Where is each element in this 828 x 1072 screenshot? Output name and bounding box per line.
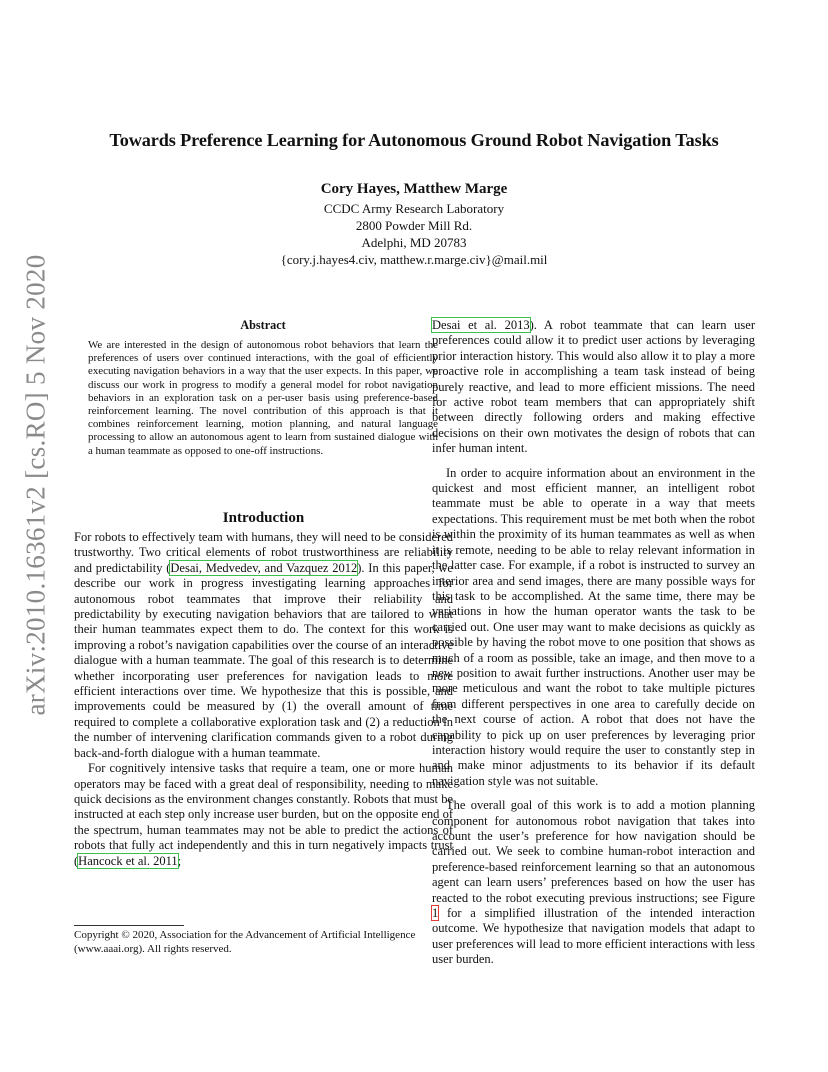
intro-paragraph-4: In order to acquire information about an environment in the quickest and most efficient manner, an intelligent robot teammate must be able to operate in a way that meets expectations. This requirement must be met both when the robot is within the proximity of its human teammates as well as when it is remote, needing to be able to relay relevant information in the latter case. For example, if a robot is instructed to survey an interior area and send images, there are many possible ways for this task to be accomplished. At the same time, there may be variations in how the human operator wants the task to be carried out. One user may want to make decisions as quickly as possible by having the robot move to one position that shows as much of a room as possible, take an image, and then move to a new position to await further instructions. Another user may be more meticulous and want the robot to take multiple pictures from different perspectives in one area to carefully decide on the next course of action. A robot that does not have the capability to pick up on user preferences by leveraging prior interaction history would require the user to constantly step in and make minor adjustments to its behavior if its default navigation style was not suitable. bbox=[432, 465, 755, 788]
right-column-body bbox=[432, 318, 755, 968]
affiliation-block bbox=[0, 200, 828, 268]
text-span: ; bbox=[177, 853, 182, 868]
abstract-heading: Abstract bbox=[240, 318, 286, 332]
arxiv-sidebar bbox=[10, 254, 62, 716]
citation-link[interactable]: Desai et al. 2013 bbox=[432, 318, 530, 332]
intro-paragraph-5 bbox=[432, 798, 755, 967]
intro-paragraph-1 bbox=[74, 530, 453, 761]
citation-link[interactable]: Desai, Medvedev, and Vazquez 2012 bbox=[170, 560, 358, 575]
left-column-body bbox=[74, 530, 453, 869]
text-span: ). In this paper, we describe our work in progress investigating learning approaches for autonomous robot teammates that improve their reliability and predictability by executing navigation behaviors that are tailored to what their human teammates expect them to do. The context for this work is improving a robot’s navigation capabilities over the course of an interactive dialogue with a human teammate. The goal of this research is to determine whether incorporating user preferences for navigation leads to more efficient interactions over time. We hypothesize that this is possible, and improvements could be measured by (1) the overall amount of time required to complete a collaborative exploration task and (2) a reduction in the number of intervening clarification commands given to a robot during back-and-forth dialogue with a human teammate. bbox=[74, 560, 453, 760]
footnote-rule bbox=[74, 925, 184, 926]
citation-link[interactable]: Hancock et al. 2011 bbox=[78, 853, 178, 868]
text-span: for a simplified illustration of the intended interaction outcome. We hypothesize that navigation models that adapt to user preferences will lead to more efficient interactions with less user burden. bbox=[432, 906, 755, 967]
affiliation-line: 2800 Powder Mill Rd. bbox=[355, 218, 473, 233]
author-emails: {cory.j.hayes4.civ, matthew.r.marge.civ}@mail.mil bbox=[280, 252, 548, 267]
copyright-notice: Copyright © 2020, Association for the Advancement of Artificial Intelligence (www.aaai.org). All rights reserved. bbox=[74, 929, 416, 955]
text-span: For robots to effectively team with humans, they will need to be considered trustworthy. Two critical elements of robot trustworthiness are reliability and predictability ( bbox=[74, 530, 453, 575]
arxiv-stamp: arXiv:2010.16361v2 [cs.RO] 5 Nov 2020 bbox=[20, 254, 51, 716]
figure-reference-link[interactable]: 1 bbox=[432, 906, 439, 921]
author-names: Cory Hayes, Matthew Marge bbox=[320, 181, 508, 197]
affiliation-line: CCDC Army Research Laboratory bbox=[323, 201, 505, 216]
paper-title: Towards Preference Learning for Autonomous Ground Robot Navigation Tasks bbox=[109, 130, 719, 150]
affiliation-line: Adelphi, MD 20783 bbox=[361, 235, 467, 250]
text-span: The overall goal of this work is to add a motion planning component for autonomous robot navigation that takes into account the user’s preference for how navigation should be carried out. We seek to combine human-robot interaction and preference-based reinforcement learning so that an autonomous agent can learn users’ preferences based on how the user has reacted to the robot executing previous instructions; see Figure bbox=[432, 798, 755, 905]
introduction-heading: Introduction bbox=[222, 510, 305, 526]
abstract-text: We are interested in the design of autonomous robot behaviors that learn the preferences of users over continued interactions, with the goal of efficiently executing navigation behaviors in a way that the user expects. In this paper, we discuss our work in progress to modify a general model for robot navigation behaviors in an exploration task on a per-user basis using preference-based reinforcement learning. The novel contribution of this approach is that it combines reinforcement learning, motion planning, and natural language processing to allow an autonomous agent to learn from sustained dialogue with a human teammate as opposed to one-off instructions. bbox=[88, 339, 438, 457]
intro-paragraph-2 bbox=[74, 761, 453, 869]
text-span: ). A robot teammate that can learn user preferences could allow it to predict user actions by leveraging prior interaction history. This would also allow it to play a more proactive role in accomplishing a team task instead of being purely reactive, and lead to more efficient missions. The need for active robot team members that can appropriately shift between directly following orders and making effective decisions on their own motivates the design of robots that can infer human intent. bbox=[432, 318, 755, 456]
text-span: For cognitively intensive tasks that require a team, one or more human operators may be faced with a great deal of responsibility, needing to make quick decisions as the environment changes constantly. Robots that must be instructed at each step only increase user burden, but on the opposite end of the spectrum, human teammates may not be able to predict the actions of robots that fully act independently and this in turn negatively impacts trust ( bbox=[74, 761, 453, 868]
intro-paragraph-3 bbox=[432, 318, 755, 457]
